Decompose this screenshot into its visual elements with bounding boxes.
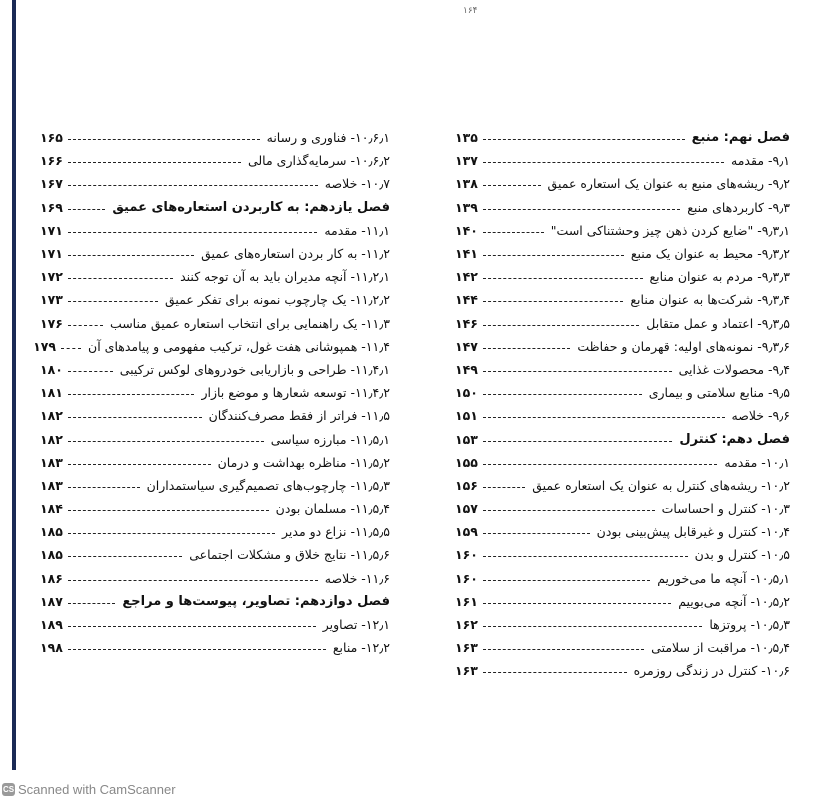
toc-entry-title: ۹٫۳٫۴- شرکت‌ها به عنوان منابع xyxy=(630,292,790,308)
toc-leader-line xyxy=(483,185,541,186)
toc-entry xyxy=(455,613,790,636)
toc-entry-title: ۱۱٫۲- به کار بردن استعاره‌های عمیق xyxy=(201,246,390,262)
toc-leader-line xyxy=(61,348,81,349)
toc-entry xyxy=(455,451,790,474)
toc-leader-line xyxy=(68,649,326,650)
toc-entry-title: ۱۱٫۴٫۲- توسعه شعارها و موضع بازار xyxy=(201,385,390,401)
toc-page-number: ۱۸۵ xyxy=(40,547,63,563)
toc-entry-title: ۹٫۳- کاربردهای منبع xyxy=(687,199,790,215)
toc-entry xyxy=(455,567,790,590)
toc-page-number: ۱۵۶ xyxy=(455,477,478,493)
toc-page-number: ۱۸۳ xyxy=(40,454,63,470)
toc-entry-title: ۱۰٫۲- ریشه‌های کنترل به عنوان یک استعاره عمیق xyxy=(532,477,790,493)
toc-leader-line xyxy=(483,441,673,442)
toc-entry xyxy=(455,474,790,497)
toc-entry-title: ۹٫۳٫۲- محیط به عنوان یک منبع xyxy=(630,246,790,262)
toc-leader-line xyxy=(483,556,688,557)
toc-leader-line xyxy=(68,626,316,627)
toc-entry-title: ۹٫۵- منابع سلامتی و بیماری xyxy=(648,385,790,401)
toc-entry-title: ۱۱٫۵٫۶- نتایج خلاق و مشکلات اجتماعی xyxy=(189,547,390,563)
toc-page-number: ۱۶۲ xyxy=(455,617,478,633)
toc-chapter-heading xyxy=(455,427,790,450)
toc-entry xyxy=(455,497,790,520)
toc-leader-line xyxy=(68,232,317,233)
toc-entry xyxy=(455,520,790,543)
toc-entry-title: ۹٫۳٫۱- "ضایع کردن ذهن چیز وحشتناکی است" xyxy=(550,222,790,238)
toc-entry-title: ۹٫۳٫۳- مردم به عنوان منابع xyxy=(649,269,790,285)
toc-entry xyxy=(40,149,390,172)
toc-page-number: ۱۴۲ xyxy=(455,269,478,285)
toc-leader-line xyxy=(483,394,642,395)
toc-entry xyxy=(455,288,790,311)
scanner-watermark xyxy=(2,782,176,797)
toc-page-number: ۱۸۷ xyxy=(40,593,63,609)
toc-leader-line xyxy=(483,255,624,256)
toc-page-number: ۱۷۱ xyxy=(40,222,63,238)
toc-entry xyxy=(455,312,790,335)
toc-entry xyxy=(455,196,790,219)
toc-leader-line xyxy=(483,348,570,349)
toc-page-number: ۱۳۷ xyxy=(455,153,478,169)
toc-leader-line xyxy=(483,162,724,163)
toc-entry xyxy=(40,126,390,149)
toc-entry-title: ۱۱٫۲٫۲- یک چارچوب نمونه برای تفکر عمیق xyxy=(165,292,390,308)
toc-page-number: ۱۷۶ xyxy=(40,315,63,331)
toc-entry-title: ۱۱٫۴- همپوشانی هفت غول، ترکیب مفهومی و پیامدهای آن xyxy=(88,338,390,354)
toc-leader-line xyxy=(483,139,685,140)
toc-entry-title: ۱۰٫۵- کنترل و بدن xyxy=(694,547,790,563)
toc-entry xyxy=(40,520,390,543)
toc-leader-line xyxy=(483,209,680,210)
toc-leader-line xyxy=(68,162,241,163)
toc-page-number: ۱۳۹ xyxy=(455,199,478,215)
toc-page-number: ۱۴۱ xyxy=(455,246,478,262)
toc-leader-line xyxy=(483,417,725,418)
camscanner-logo-icon: CS xyxy=(2,785,15,794)
toc-entry xyxy=(40,381,390,404)
toc-leader-line xyxy=(68,139,260,140)
toc-entry-title: ۱۰٫۵٫۳- پروتزها xyxy=(709,617,790,633)
toc-leader-line xyxy=(68,487,140,488)
toc-page-number: ۱۵۷ xyxy=(455,501,478,517)
toc-page-number: ۱۷۳ xyxy=(40,292,63,308)
toc-page-number: ۱۷۹ xyxy=(33,338,57,354)
toc-leader-line xyxy=(483,626,702,627)
toc-leader-line xyxy=(68,371,113,372)
toc-leader-line xyxy=(68,556,182,557)
toc-entry xyxy=(40,613,390,636)
toc-entry-title: ۱۱٫۱- مقدمه xyxy=(324,222,390,238)
toc-page-number: ۱۸۴ xyxy=(40,501,63,517)
toc-entry-title: ۱۰٫۶- کنترل در زندگی روزمره xyxy=(633,663,790,679)
toc-entry-title: ۱۲٫۱- تصاویر xyxy=(322,617,390,633)
toc-page-number: ۱۵۵ xyxy=(455,454,478,470)
toc-entry xyxy=(455,636,790,659)
toc-page-number: ۱۶۰ xyxy=(455,570,478,586)
toc-leader-line xyxy=(483,580,650,581)
toc-entry-title: ۱۱٫۵- فراتر از فقط مصرف‌کنندگان xyxy=(208,408,390,424)
toc-entry xyxy=(455,219,790,242)
toc-entry-title: ۱۰٫۵٫۴- مراقبت از سلامتی xyxy=(651,640,790,656)
toc-entry-title: ۱۰٫۷- خلاصه xyxy=(324,176,390,192)
toc-entry-title: فصل نهم: منبع xyxy=(691,130,790,146)
toc-entry xyxy=(40,358,390,381)
toc-leader-line xyxy=(68,278,173,279)
toc-chapter-heading xyxy=(455,126,790,149)
toc-page-number: ۱۸۵ xyxy=(40,524,63,540)
toc-page-number: ۱۷۲ xyxy=(40,269,63,285)
toc-page-number: ۱۶۶ xyxy=(40,153,63,169)
toc-leader-line xyxy=(483,325,639,326)
toc-entry xyxy=(455,172,790,195)
toc-entry-title: فصل دهم: کنترل xyxy=(679,431,790,447)
toc-entry-title: ۱۱٫۵٫۱- مبارزه سیاسی xyxy=(270,431,390,447)
toc-leader-line xyxy=(68,209,105,210)
toc-entry xyxy=(40,567,390,590)
toc-entry xyxy=(455,265,790,288)
toc-leader-line xyxy=(68,325,103,326)
toc-entry-title: ۱۱٫۲٫۱- آنچه مدیران باید به آن توجه کنند xyxy=(180,269,390,285)
book-spine-edge xyxy=(12,0,16,770)
toc-page-number: ۱۸۹ xyxy=(40,617,63,633)
toc-leader-line xyxy=(483,533,590,534)
toc-entry-title: ۱۰٫۵٫۲- آنچه می‌بوییم xyxy=(678,593,790,609)
toc-page-number: ۱۶۳ xyxy=(455,663,478,679)
toc-entry xyxy=(40,636,390,659)
toc-entry xyxy=(455,381,790,404)
toc-entry-title: ۱۰٫۳- کنترل و احساسات xyxy=(661,501,790,517)
toc-page-number: ۱۶۰ xyxy=(455,547,478,563)
toc-left-column xyxy=(33,126,390,659)
toc-entry-title: فصل یازدهم: به کاربردن استعاره‌های عمیق xyxy=(112,199,390,215)
toc-entry xyxy=(455,659,790,682)
toc-entry-title: ۱۰٫۱- مقدمه xyxy=(724,454,790,470)
toc-entry xyxy=(455,543,790,566)
toc-leader-line xyxy=(483,464,717,465)
toc-entry xyxy=(40,172,390,195)
toc-entry-title: ۱۰٫۵٫۱- آنچه ما می‌خوریم xyxy=(657,570,790,586)
toc-page-number: ۱۴۷ xyxy=(455,338,478,354)
toc-leader-line xyxy=(68,394,195,395)
toc-entry xyxy=(40,312,390,335)
toc-entry-title: ۹٫۳٫۶- نمونه‌های اولیه: قهرمان و حفاظت xyxy=(577,338,790,354)
toc-leader-line xyxy=(483,301,624,302)
toc-entry xyxy=(455,590,790,613)
toc-entry xyxy=(455,335,790,358)
toc-entry-title: ۹٫۶- خلاصه xyxy=(731,408,790,424)
scanner-watermark-text: Scanned with CamScanner xyxy=(18,782,176,797)
toc-entry xyxy=(40,427,390,450)
toc-entry-title: ۱۲٫۲- منابع xyxy=(332,640,390,656)
toc-page-number: ۱۵۰ xyxy=(455,385,478,401)
toc-entry-title: ۱۰٫۶٫۲- سرمایه‌گذاری مالی xyxy=(247,153,390,169)
toc-page-number: ۱۴۴ xyxy=(455,292,478,308)
toc-entry xyxy=(40,497,390,520)
toc-page-number: ۱۳۵ xyxy=(455,130,478,146)
toc-page-number: ۱۳۸ xyxy=(455,176,478,192)
toc-entry xyxy=(455,404,790,427)
toc-leader-line xyxy=(68,301,158,302)
toc-page-number: ۱۶۹ xyxy=(40,199,63,215)
toc-leader-line xyxy=(68,580,318,581)
toc-entry xyxy=(40,288,390,311)
toc-entry-title: فصل دوازدهم: تصاویر، پیوست‌ها و مراجع xyxy=(122,593,390,609)
toc-entry xyxy=(40,474,390,497)
toc-page-number: ۱۶۵ xyxy=(40,130,63,146)
toc-entry-title: ۱۱٫۶- خلاصه xyxy=(324,570,390,586)
toc-leader-line xyxy=(483,232,544,233)
toc-chapter-heading xyxy=(40,196,390,219)
toc-page-number: ۱۸۶ xyxy=(40,570,63,586)
toc-page-number: ۱۸۰ xyxy=(40,361,63,377)
toc-page-number: ۱۶۷ xyxy=(40,176,63,192)
toc-page-number: ۱۴۹ xyxy=(455,361,478,377)
toc-leader-line xyxy=(68,185,318,186)
toc-entry-title: ۱۱٫۵٫۵- نزاع دو مدیر xyxy=(282,524,390,540)
toc-entry-title: ۹٫۲- ریشه‌های منبع به عنوان یک استعاره عمیق xyxy=(547,176,790,192)
toc-leader-line xyxy=(68,417,202,418)
toc-entry-title: ۱۰٫۶٫۱- فناوری و رسانه xyxy=(266,130,390,146)
toc-page-number: ۱۴۰ xyxy=(455,222,478,238)
toc-entry-title: ۹٫۴- محصولات غذایی xyxy=(678,361,790,377)
toc-page-number: ۱۷۱ xyxy=(40,246,63,262)
toc-page-number: ۱۸۲ xyxy=(40,408,63,424)
toc-right-column xyxy=(455,126,790,683)
toc-entry xyxy=(33,335,390,358)
toc-leader-line xyxy=(68,464,211,465)
toc-leader-line xyxy=(68,441,264,442)
toc-entry xyxy=(40,219,390,242)
toc-page-number: ۱۶۱ xyxy=(455,593,478,609)
toc-page-number: ۱۸۱ xyxy=(40,385,63,401)
toc-entry-title: ۱۱٫۵٫۴- مسلمان بودن xyxy=(275,501,390,517)
toc-entry xyxy=(40,543,390,566)
toc-leader-line xyxy=(483,603,671,604)
toc-chapter-heading xyxy=(40,590,390,613)
toc-page-number: ۱۹۸ xyxy=(40,640,63,656)
toc-leader-line xyxy=(68,255,194,256)
toc-page-number: ۱۸۳ xyxy=(40,477,63,493)
toc-entry xyxy=(40,451,390,474)
toc-entry-title: ۹٫۱- مقدمه xyxy=(731,153,790,169)
toc-entry xyxy=(455,358,790,381)
toc-entry-title: ۱۱٫۵٫۲- مناظره بهداشت و درمان xyxy=(217,454,390,470)
toc-entry xyxy=(40,265,390,288)
toc-entry xyxy=(40,242,390,265)
toc-leader-line xyxy=(68,510,269,511)
toc-entry xyxy=(40,404,390,427)
toc-leader-line xyxy=(68,603,116,604)
toc-entry xyxy=(455,149,790,172)
toc-page-number: ۱۵۱ xyxy=(455,408,478,424)
toc-leader-line xyxy=(483,649,644,650)
toc-leader-line xyxy=(483,672,627,673)
page-mark: ۱۶۴ xyxy=(463,6,478,16)
toc-entry-title: ۱۱٫۳- یک راهنمایی برای انتخاب استعاره عمیق مناسب xyxy=(109,315,390,331)
toc-leader-line xyxy=(483,371,672,372)
toc-leader-line xyxy=(483,487,525,488)
toc-entry-title: ۹٫۳٫۵- اعتماد و عمل متقابل xyxy=(646,315,790,331)
toc-leader-line xyxy=(483,278,643,279)
toc-entry-title: ۱۱٫۴٫۱- طراحی و بازاریابی خودروهای لوکس ترکیبی xyxy=(119,361,390,377)
toc-entry-title: ۱۰٫۴- کنترل و غیرقابل پیش‌بینی بودن xyxy=(596,524,790,540)
toc-page-number: ۱۴۶ xyxy=(455,315,478,331)
toc-entry xyxy=(455,242,790,265)
toc-page-number: ۱۸۲ xyxy=(40,431,63,447)
toc-entry-title: ۱۱٫۵٫۳- چارچوب‌های تصمیم‌گیری سیاستمداران xyxy=(146,477,390,493)
toc-page-number: ۱۵۳ xyxy=(455,431,478,447)
toc-leader-line xyxy=(483,510,655,511)
toc-page-number: ۱۵۹ xyxy=(455,524,478,540)
toc-leader-line xyxy=(68,533,275,534)
toc-page-number: ۱۶۳ xyxy=(455,640,478,656)
